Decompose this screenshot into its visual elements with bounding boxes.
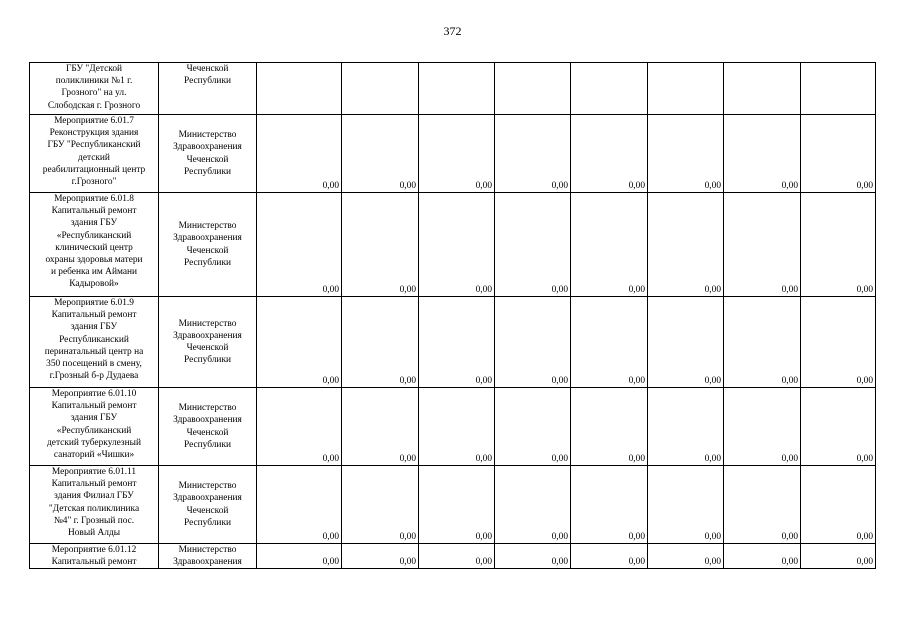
event-text-line: г.Грозного" (71, 177, 117, 188)
executor-text-line: Чеченской (186, 64, 229, 74)
event-text-line: Капитальный ремонт (51, 206, 137, 217)
executor-cell (159, 388, 257, 466)
executor-cell (159, 63, 257, 115)
value-cell: 0,00 (571, 115, 648, 193)
table-row (30, 63, 876, 115)
event-text-line: Мероприятие 6.01.8 (54, 194, 134, 204)
executor-text-line: Чеченской (186, 245, 229, 256)
event-text-line: Мероприятие 6.01.10 (51, 389, 137, 399)
event-text-line: "Детская поликлиника (48, 503, 140, 514)
executor-text-line: Министерство (178, 403, 237, 414)
event-text-line: ГБУ "Республиканский (47, 140, 141, 151)
value-cell: 0,00 (801, 297, 876, 388)
executor-text-line: Чеченской (186, 427, 229, 438)
event-text-line: Новый Алды (67, 528, 121, 539)
value-cell: 0,00 (342, 466, 419, 544)
event-text-line: Грозного" на ул. (61, 88, 127, 99)
value-cell: 0,00 (419, 388, 495, 466)
value-cell: 0,00 (419, 544, 495, 569)
executor-text-line: Республики (183, 439, 232, 450)
executor-text-line: Министерство (178, 221, 237, 232)
event-text-line: Мероприятие 6.01.9 (54, 298, 134, 308)
executor-text-line: Здравоохранения (173, 233, 242, 244)
value-cell: 0,00 (495, 388, 571, 466)
value-cell: 0,00 (648, 297, 724, 388)
executor-text-line: Здравоохранения (173, 493, 242, 504)
event-text-line: ГБУ "Детской (65, 64, 123, 74)
value-cell: 0,00 (257, 544, 342, 569)
value-cell: 0,00 (419, 193, 495, 297)
event-text-line: г.Грозный б-р Дудаева (49, 371, 139, 382)
value-cell: 0,00 (419, 115, 495, 193)
executor-text-line: Здравоохранения (173, 330, 242, 341)
value-cell: 0,00 (495, 466, 571, 544)
executor-cell (159, 544, 257, 569)
value-cell: 0,00 (648, 193, 724, 297)
event-text-line: здания ГБУ (70, 322, 118, 333)
event-text-line: Капитальный ремонт (51, 557, 137, 568)
executor-cell (159, 115, 257, 193)
value-cell: 0,00 (724, 466, 801, 544)
table-row (30, 388, 876, 466)
value-cell (257, 63, 342, 115)
executor-text-line: Республики (183, 355, 232, 366)
event-cell (30, 63, 159, 115)
event-text-line: Реконструкция здания (49, 128, 139, 139)
executor-text-line: Здравоохранения (173, 415, 242, 426)
value-cell: 0,00 (342, 388, 419, 466)
value-cell: 0,00 (724, 115, 801, 193)
value-cell: 0,00 (801, 193, 876, 297)
value-cell: 0,00 (724, 544, 801, 569)
value-cell: 0,00 (342, 193, 419, 297)
budget-table (29, 62, 876, 569)
event-cell (30, 297, 159, 388)
value-cell (495, 63, 571, 115)
event-text-line: Капитальный ремонт (51, 310, 137, 321)
value-cell: 0,00 (801, 544, 876, 569)
value-cell: 0,00 (342, 544, 419, 569)
page-number: 372 (443, 24, 462, 38)
value-cell: 0,00 (648, 388, 724, 466)
event-text-line: Кадыровой» (69, 279, 119, 290)
value-cell: 0,00 (801, 466, 876, 544)
value-cell: 0,00 (571, 544, 648, 569)
event-cell (30, 466, 159, 544)
value-cell: 0,00 (495, 297, 571, 388)
value-cell: 0,00 (257, 388, 342, 466)
value-cell: 0,00 (724, 297, 801, 388)
value-cell: 0,00 (419, 466, 495, 544)
event-text-line: поликлиники №1 г. (55, 76, 133, 87)
value-cell: 0,00 (342, 115, 419, 193)
table-row (30, 115, 876, 193)
event-cell (30, 544, 159, 569)
event-text-line: санаторий «Чишки» (53, 450, 135, 461)
value-cell: 0,00 (648, 544, 724, 569)
event-text-line: детский туберкулезный (47, 437, 141, 448)
executor-text-line: Республики (183, 517, 232, 528)
event-text-line: Слободская г. Грозного (47, 100, 141, 111)
value-cell (724, 63, 801, 115)
executor-cell (159, 466, 257, 544)
executor-text-line: Чеченской (186, 154, 229, 165)
event-text-line: 350 посещений в смену, (46, 359, 142, 370)
event-text-line: Мероприятие 6.01.7 (54, 116, 134, 126)
event-text-line: клинический центр (55, 242, 133, 253)
event-text-line: Капитальный ремонт (51, 401, 137, 412)
value-cell: 0,00 (257, 466, 342, 544)
event-text-line: охраны здоровья матери (45, 255, 143, 266)
value-cell (648, 63, 724, 115)
value-cell: 0,00 (801, 388, 876, 466)
value-cell: 0,00 (801, 115, 876, 193)
table-row (30, 297, 876, 388)
value-cell: 0,00 (571, 388, 648, 466)
event-text-line: здания ГБУ (70, 218, 118, 229)
value-cell: 0,00 (724, 193, 801, 297)
event-text-line: «Республиканский (56, 230, 132, 241)
value-cell: 0,00 (571, 297, 648, 388)
value-cell: 0,00 (724, 388, 801, 466)
value-cell: 0,00 (495, 544, 571, 569)
executor-text-line: Чеченской (186, 343, 229, 353)
executor-cell (159, 297, 257, 388)
table-row (30, 193, 876, 297)
value-cell: 0,00 (571, 193, 648, 297)
event-text-line: «Республиканский (56, 425, 132, 436)
value-cell (419, 63, 495, 115)
value-cell: 0,00 (419, 297, 495, 388)
event-text-line: перинатальный центр на (44, 346, 144, 357)
event-text-line: и ребенка им Аймани (50, 267, 138, 278)
executor-text-line: Республики (183, 76, 232, 87)
value-cell: 0,00 (257, 297, 342, 388)
event-text-line: Капитальный ремонт (51, 479, 137, 490)
event-text-line: Республиканский (59, 334, 129, 345)
event-text-line: здания ГБУ (70, 413, 118, 424)
event-text-line: здания Филиал ГБУ (54, 491, 134, 502)
event-text-line: реабилитационный центр (42, 164, 146, 175)
table-row (30, 466, 876, 544)
value-cell: 0,00 (648, 466, 724, 544)
event-text-line: Мероприятие 6.01.11 (51, 467, 137, 477)
value-cell (571, 63, 648, 115)
value-cell: 0,00 (495, 193, 571, 297)
executor-cell (159, 193, 257, 297)
executor-text-line: Здравоохранения (173, 557, 242, 568)
executor-text-line: Министерство (178, 481, 237, 492)
value-cell: 0,00 (495, 115, 571, 193)
executor-text-line: Чеченской (186, 505, 229, 516)
value-cell: 0,00 (571, 466, 648, 544)
executor-text-line: Министерство (178, 318, 237, 329)
value-cell: 0,00 (648, 115, 724, 193)
executor-text-line: Здравоохранения (173, 142, 242, 153)
value-cell: 0,00 (342, 297, 419, 388)
table-body (30, 63, 876, 569)
event-cell (30, 193, 159, 297)
executor-text-line: Министерство (178, 545, 237, 555)
table-row (30, 544, 876, 569)
event-text-line: детский (78, 152, 110, 163)
event-text-line: №4" г. Грозный пос. (53, 515, 135, 526)
value-cell (342, 63, 419, 115)
event-cell (30, 388, 159, 466)
value-cell: 0,00 (257, 115, 342, 193)
value-cell (801, 63, 876, 115)
event-cell (30, 115, 159, 193)
executor-text-line: Республики (183, 166, 232, 177)
value-cell: 0,00 (257, 193, 342, 297)
event-text-line: Мероприятие 6.01.12 (51, 545, 137, 555)
executor-text-line: Министерство (178, 130, 237, 141)
executor-text-line: Республики (183, 257, 232, 268)
